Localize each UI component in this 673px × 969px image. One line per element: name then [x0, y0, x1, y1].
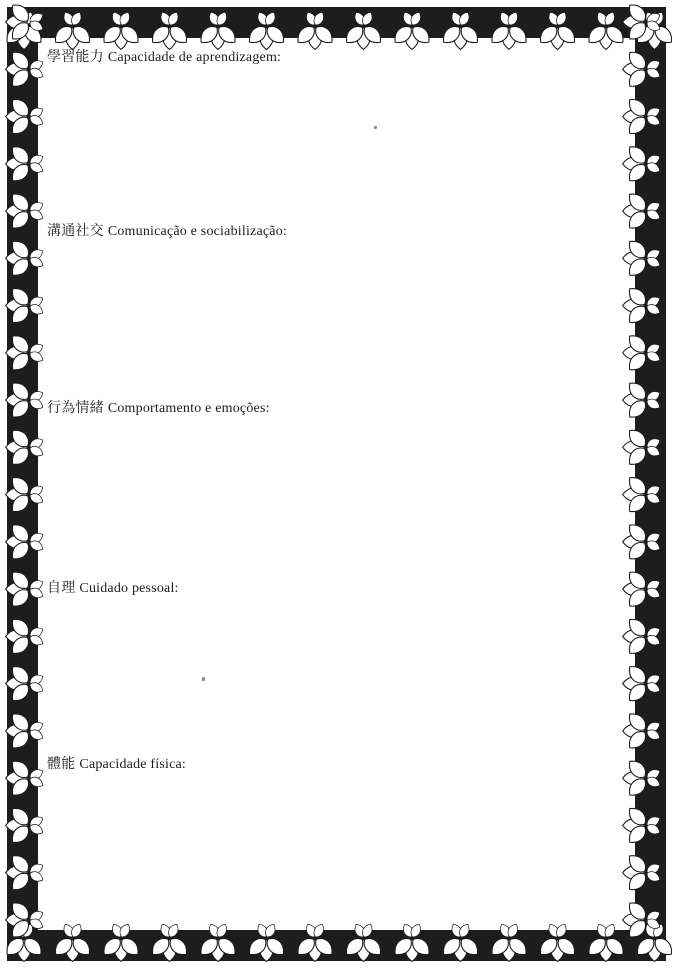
label-zh-personal-care: 自理 [47, 581, 76, 596]
scan-speck [374, 126, 377, 129]
label-zh-communication: 溝通社交 [47, 224, 104, 239]
label-pt-learning: Capacidade de aprendizagem: [107, 50, 282, 65]
label-zh-behavior: 行為情緒 [47, 401, 104, 416]
label-pt-behavior: Comportamento e emoções: [107, 401, 270, 416]
label-zh-physical: 體能 [47, 757, 76, 772]
response-blank-physical [47, 777, 626, 917]
section-communication-social-heading [47, 224, 287, 240]
response-blank-behavior [47, 421, 626, 561]
response-blank-communication [47, 244, 626, 384]
response-blank-learning [47, 70, 626, 210]
scan-speck [202, 677, 205, 681]
label-pt-physical: Capacidade física: [79, 757, 187, 772]
response-blank-personal-care [47, 601, 626, 741]
label-pt-personal-care: Cuidado pessoal: [79, 581, 179, 596]
label-pt-communication: Comunicação e sociabilização: [107, 224, 287, 239]
section-learning-capacity-heading [47, 50, 281, 66]
section-personal-care-heading [47, 581, 179, 597]
label-zh-learning: 學習能力 [47, 50, 104, 65]
section-behavior-emotions-heading [47, 401, 270, 417]
section-physical-capacity-heading [47, 757, 186, 773]
